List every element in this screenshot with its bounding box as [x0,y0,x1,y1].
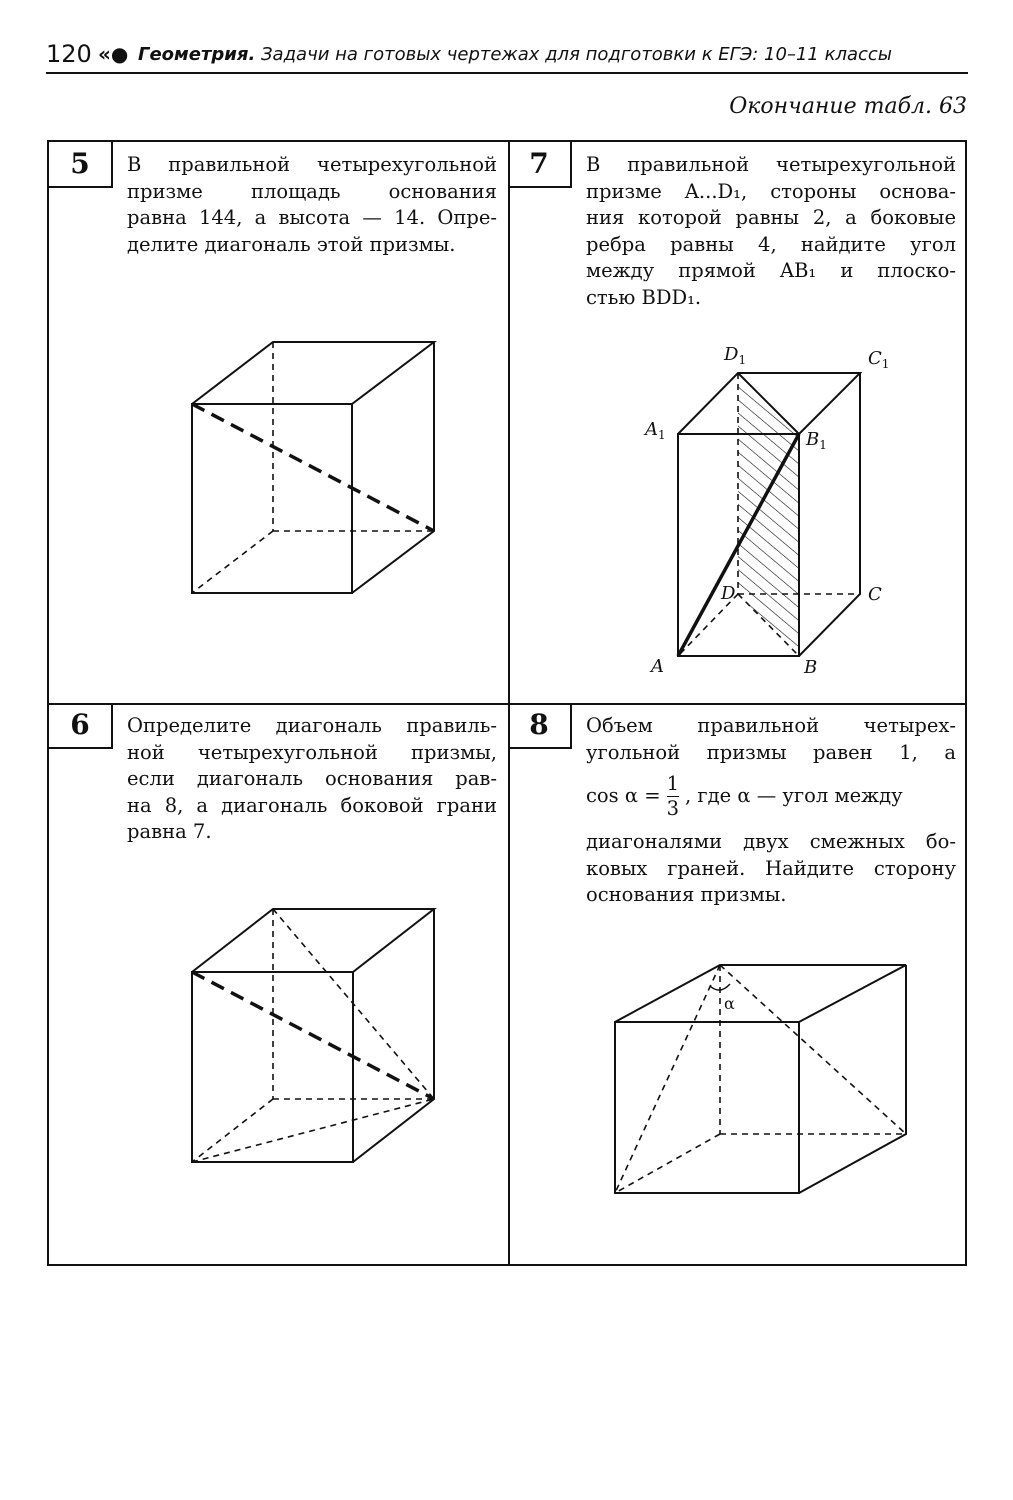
text-line: основания призмы. [586,883,787,906]
fraction-numerator: 1 [666,772,679,795]
prism-right-edges [353,909,434,1162]
text-line: ребра равны 4, найдите угол [586,232,956,256]
hidden-edge [615,1134,720,1193]
problem-number: 8 [508,703,572,749]
prism-front-face [192,404,352,593]
text-line: призме площадь основания [127,179,497,203]
text-line: ковых граней. Найдите сторону [586,856,956,880]
prism-front-face [615,1022,799,1193]
text-line: призме A...D₁, стороны основа- [586,179,956,203]
problem-7-cell [508,142,967,703]
text-line: если диагональ основания рав- [127,767,497,790]
book-title-bold: Геометрия. [138,44,256,65]
alpha-label: α [724,994,735,1013]
page-number: 120 [46,40,92,68]
label-b1: $B_1$ [806,429,827,452]
label-b: B [804,657,818,678]
label-d: D [721,583,736,604]
table-caption: Окончание табл. 63 [729,94,967,119]
prism-diagonal [192,972,434,1099]
prism-diagram-8 [508,703,967,1264]
text-line: делите диагональ этой призмы. [127,232,456,256]
text-line: угольной призмы равен 1, а [586,740,956,764]
prism-diagonal [192,404,434,531]
prism-top-face [192,909,434,972]
header-mark: «● [98,42,129,66]
face-diagonal-left [615,965,720,1193]
prism-right-edges [352,342,434,593]
text-line: ния которой равны 2, а боковые [586,206,956,229]
text-line: ной четырехугольной призмы, [127,740,497,764]
book-title-rest: Задачи на готовых чертежах для подготовки к ЕГЭ: 10–11 классы [255,44,893,65]
problem-6-cell [49,703,508,1264]
text-line: В правильной четырехугольной [127,153,497,176]
problem-number: 6 [49,703,113,749]
prism-right-edges [799,965,906,1193]
text-line: Определите диагональ правиль- [127,714,497,737]
prism-top-face [192,342,434,404]
text-line: на 8, а диагональ боковой грани [127,793,497,817]
label-a1: $A_1$ [645,419,666,442]
text-line: равна 144, а высота — 14. Опре- [127,206,497,229]
label-c: C [868,584,882,605]
header-rule [46,72,968,74]
book-title [138,44,892,65]
problem-number: 7 [508,142,572,188]
label-d1: $D_1$ [724,344,747,367]
hidden-edge [192,531,273,593]
section-plane-bdd1 [738,373,799,656]
text-line: В правильной четырехугольной [586,153,956,176]
base-diagonal [192,1099,434,1162]
cos-suffix: , где α — угол между [685,784,903,807]
prism-diagram-5 [49,142,508,703]
problem-number: 5 [49,142,113,188]
prism-right-edges [799,373,860,656]
problems-table [47,140,967,1266]
page-header [46,38,968,72]
prism-top-face [615,965,906,1022]
text-line: диагоналями двух смежных бо- [586,830,956,853]
problem-8-cell [508,703,967,1264]
prism-diagram-7 [508,142,967,703]
prism-diagram-6 [49,703,508,1264]
text-line: стью BDD₁. [586,285,702,309]
label-a: A [651,656,664,677]
text-line: между прямой AB₁ и плоско- [586,259,956,282]
face-diagonal-right [720,965,906,1134]
text-line: равна 7. [127,820,212,843]
hidden-edge [192,1099,273,1162]
label-c1: $C_1$ [868,348,890,371]
problem-5-cell [49,142,508,703]
fraction-denominator: 3 [666,797,679,820]
cos-prefix: cos α = [586,784,661,807]
text-line: Объем правильной четырех- [586,714,956,737]
